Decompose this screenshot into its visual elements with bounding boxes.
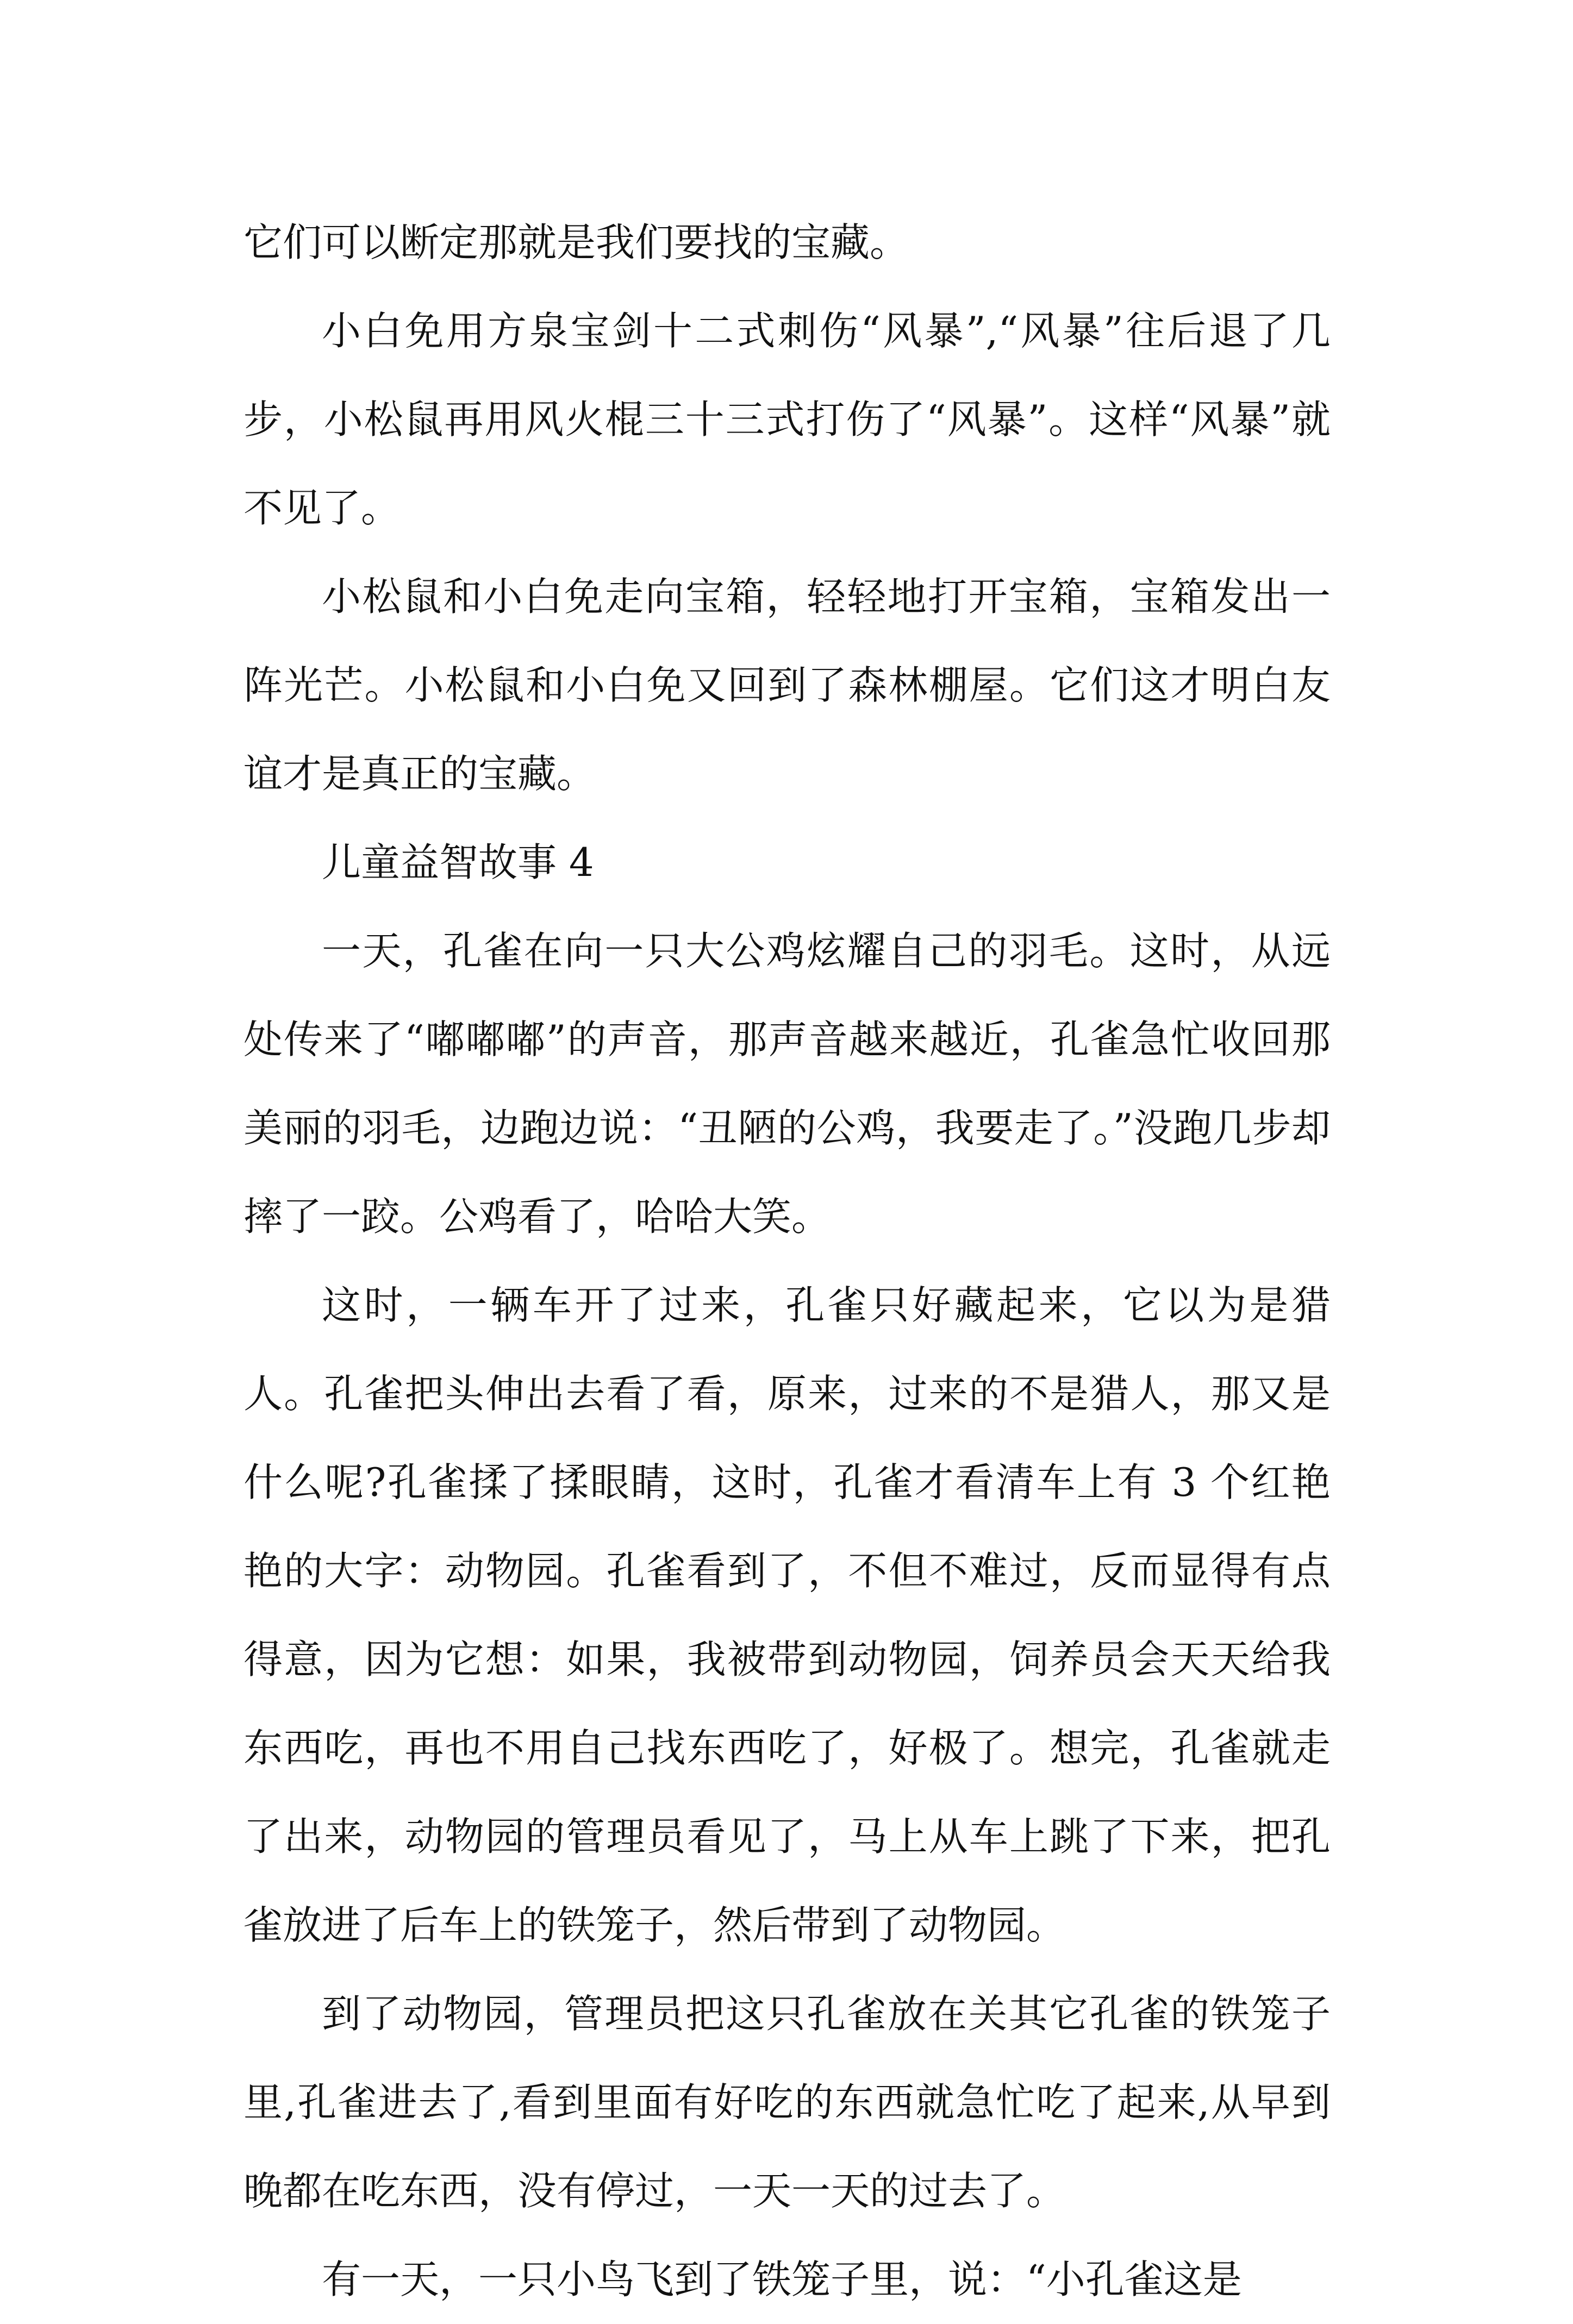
body-text: [244, 198, 1331, 2324]
paragraph-1: 它们可以断定那就是我们要找的宝藏。: [244, 220, 909, 265]
paragraph-5: 一天，孔雀在向一只大公鸡炫耀自己的羽毛。这时，从远处传来了“嘟嘟嘟”的声音，那声音越来越近，孔雀急忙收回那美丽的羽毛，边跑边说：“丑陋的公鸡，我要走了。”没跑几步却摔了一跤。公鸡看了，哈哈大笑。: [244, 928, 1331, 1239]
paragraph-6: 这时，一辆车开了过来，孔雀只好藏起来，它以为是猎人。孔雀把头伸出去看了看，原来，过来的不是猎人，那又是什么呢?孔雀揉了揉眼睛，这时，孔雀才看清车上有 3 个红艳艳的大字：动物园。孔雀看到了，不但不难过，反而显得有点得意，因为它想：如果，我被带到动物园，饲养员会天天给我东西吃，再也不用自己找东西吃了，好极了。想完，孔雀就走了出来，动物园的管理员看见了，马上从车上跳了下来，把孔雀放进了后车上的铁笼子，然后带到了动物园。: [244, 1282, 1331, 1948]
paragraph-3: 小松鼠和小白免走向宝箱，轻轻地打开宝箱，宝箱发出一阵光芒。小松鼠和小白免又回到了森林棚屋。它们这才明白友谊才是真正的宝藏。: [244, 574, 1331, 797]
paragraph-2: 小白免用方泉宝剑十二式刺伤“风暴”,“风暴”往后退了几步，小松鼠再用风火棍三十三式打伤了“风暴”。这样“风暴”就不见了。: [244, 308, 1331, 531]
paragraph-8: 有一天，一只小鸟飞到了铁笼子里，说：“小孔雀这是: [322, 2257, 1242, 2302]
section-heading: 儿童益智故事 4: [322, 840, 594, 885]
paragraph-7: 到了动物园，管理员把这只孔雀放在关其它孔雀的铁笼子里,孔雀进去了,看到里面有好吃的东西就急忙吃了起来,从早到晚都在吃东西，没有停过，一天一天的过去了。: [244, 1991, 1331, 2214]
